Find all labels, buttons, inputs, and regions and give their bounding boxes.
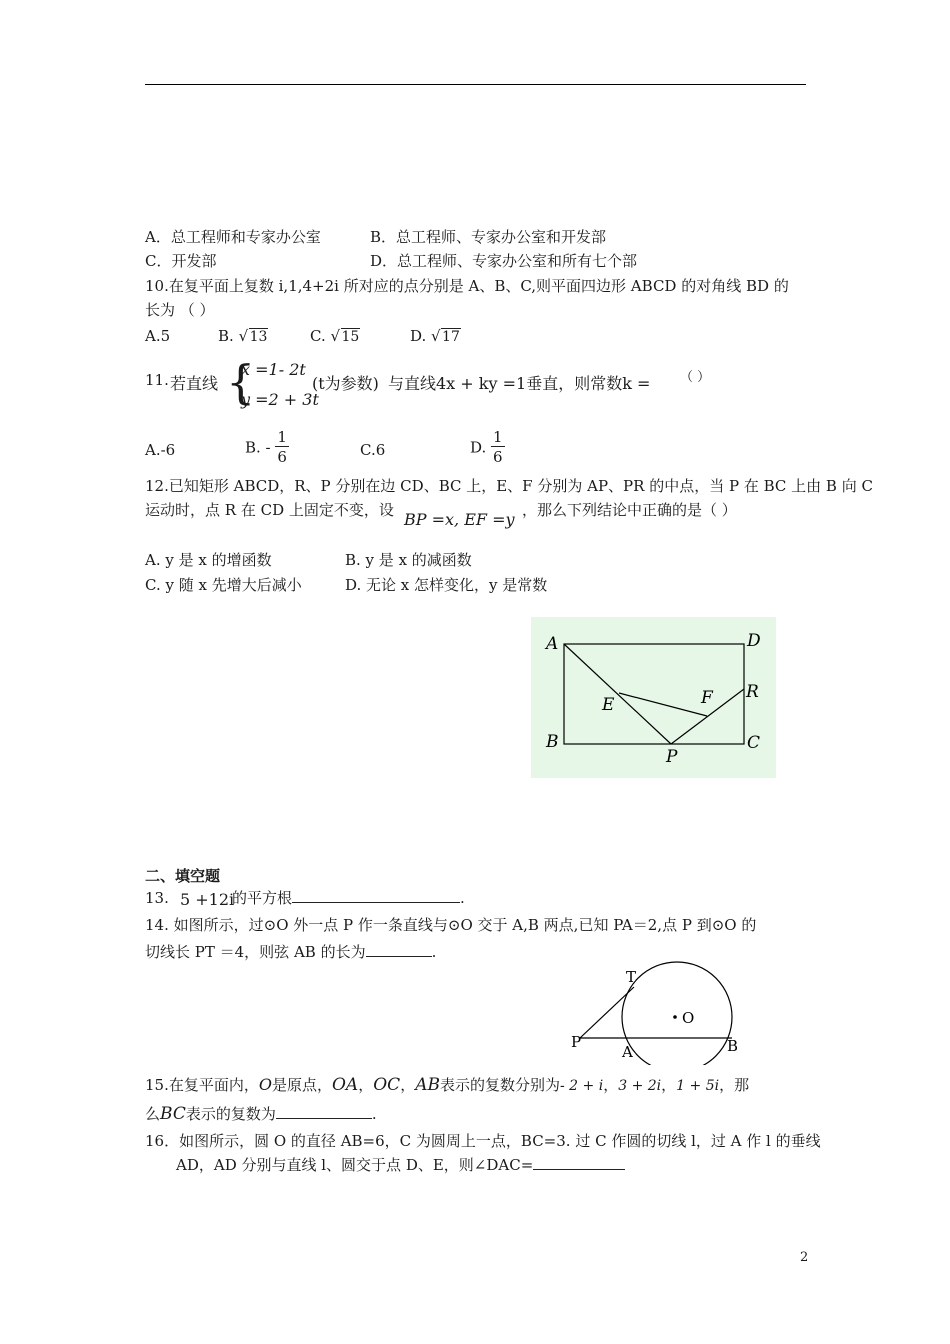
q11-option-c: C.6 [360,441,386,459]
tangent-pt [580,987,634,1038]
q14-stem: 14. 如图所示，过⊙O 外一点 P 作一条直线与⊙O 交于 A,B 两点,已知 PA＝2,点 P 到⊙O 的 [145,916,757,934]
q14-stem-line2: 切线长 PT ＝4，则弦 AB 的长为 . [145,943,437,961]
q11-number: 11. [145,371,169,389]
q12-math: BP =x, EF =y [404,510,515,529]
q15-line1: 15.在复平面内，O是原点，OA，OC，AB表示的复数分别为- 2 + i，3 + 2i，1 + 5i，那 [145,1075,750,1095]
q15-line2: 么BC表示的复数为 . [145,1104,377,1124]
q13-answer-blank[interactable] [292,888,460,903]
label-d: D [747,631,761,651]
label-a: A [622,1043,633,1061]
q11-option-a: A.-6 [145,441,176,459]
q14-answer-blank[interactable] [366,942,432,957]
q16-stem-line2: AD，AD 分别与直线 l、圆交于点 D、E，则∠DAC= [176,1155,625,1175]
label-b: B [546,732,559,752]
q9-option-a: A．总工程师和专家办公室 [145,228,321,246]
page-number: 2 [800,1250,809,1265]
label-p: P [571,1033,582,1051]
q12-stem-line2a: 运动时，点 R 在 CD 上固定不变，设 [145,501,394,519]
label-b: B [727,1037,739,1055]
q10-stem: 10.在复平面上复数 i,1,4+2i 所对应的点分别是 A、B、C,则平面四边形 ABCD 的对角线 BD 的 [145,277,789,295]
label-e: E [602,695,615,715]
q9-option-d: D．总工程师、专家办公室和所有七个部 [370,252,638,270]
label-c: C [747,733,761,753]
q12-option-a: A. y 是 x 的增函数 [145,551,272,569]
q16-answer-blank[interactable] [533,1155,625,1170]
q11-option-b: B. - $\frac{1}{6}$ [245,428,287,466]
figure-background [531,617,776,778]
q10-option-b: B. √ 13 [218,326,268,347]
q13-text: 的平方根 . [232,889,465,907]
q11-paren: （ ） [680,370,711,385]
circle-o [622,962,732,1065]
q11-param: (t为参数) [312,374,379,393]
q12-option-d: D. 无论 x 怎样变化，y 是常数 [345,576,548,594]
header-rule [145,84,806,85]
q11-eq2: y =2 + 3t [241,390,319,409]
q16-stem: 16．如图所示，圆 O 的直径 AB=6，C 为圆周上一点，BC=3. 过 C 作圆的切线 l，过 A 作 l 的垂线 [145,1132,821,1150]
q12-option-c: C. y 随 x 先增大后减小 [145,576,302,594]
label-f: F [701,688,713,708]
q10-option-a: A.5 [145,327,171,345]
rectangle-figure [531,617,776,778]
label-a: A [546,634,559,654]
label-t: T [626,968,637,986]
q9-option-c: C．开发部 [145,252,217,270]
q10-option-c: C. √ 15 [310,326,360,347]
q13-math: 5 +12i [180,890,235,909]
q12-stem-line2b: ，那么下列结论中正确的是（ ） [522,501,737,519]
q11-post: 与直线4x + ky =1垂直，则常数k = [388,374,651,393]
q12-option-b: B. y 是 x 的减函数 [345,551,472,569]
q11-eq1: x =1- 2t [241,360,306,379]
label-p: P [666,747,678,767]
label-o: O [682,1009,695,1027]
q13-number: 13. [145,889,169,907]
label-r: R [746,682,759,702]
circle-figure [560,960,760,1065]
q11-brace: { [226,355,256,409]
q10-option-d: D. √ 17 [410,326,461,347]
q11-prefix: 若直线 [170,374,219,393]
section-title: 二、填空题 [145,867,221,885]
q9-option-b: B．总工程师、专家办公室和开发部 [370,228,607,246]
q12-stem: 12.已知矩形 ABCD，R、P 分别在边 CD、BC 上，E、F 分别为 AP、PR 的中点，当 P 在 BC 上由 B 向 C [145,477,873,495]
q15-answer-blank[interactable] [276,1104,372,1119]
q11-option-d: D. $\frac{1}{6}$ [470,428,503,466]
center-point [673,1015,677,1019]
q10-stem-line2: 长为 （ ） [145,301,215,319]
